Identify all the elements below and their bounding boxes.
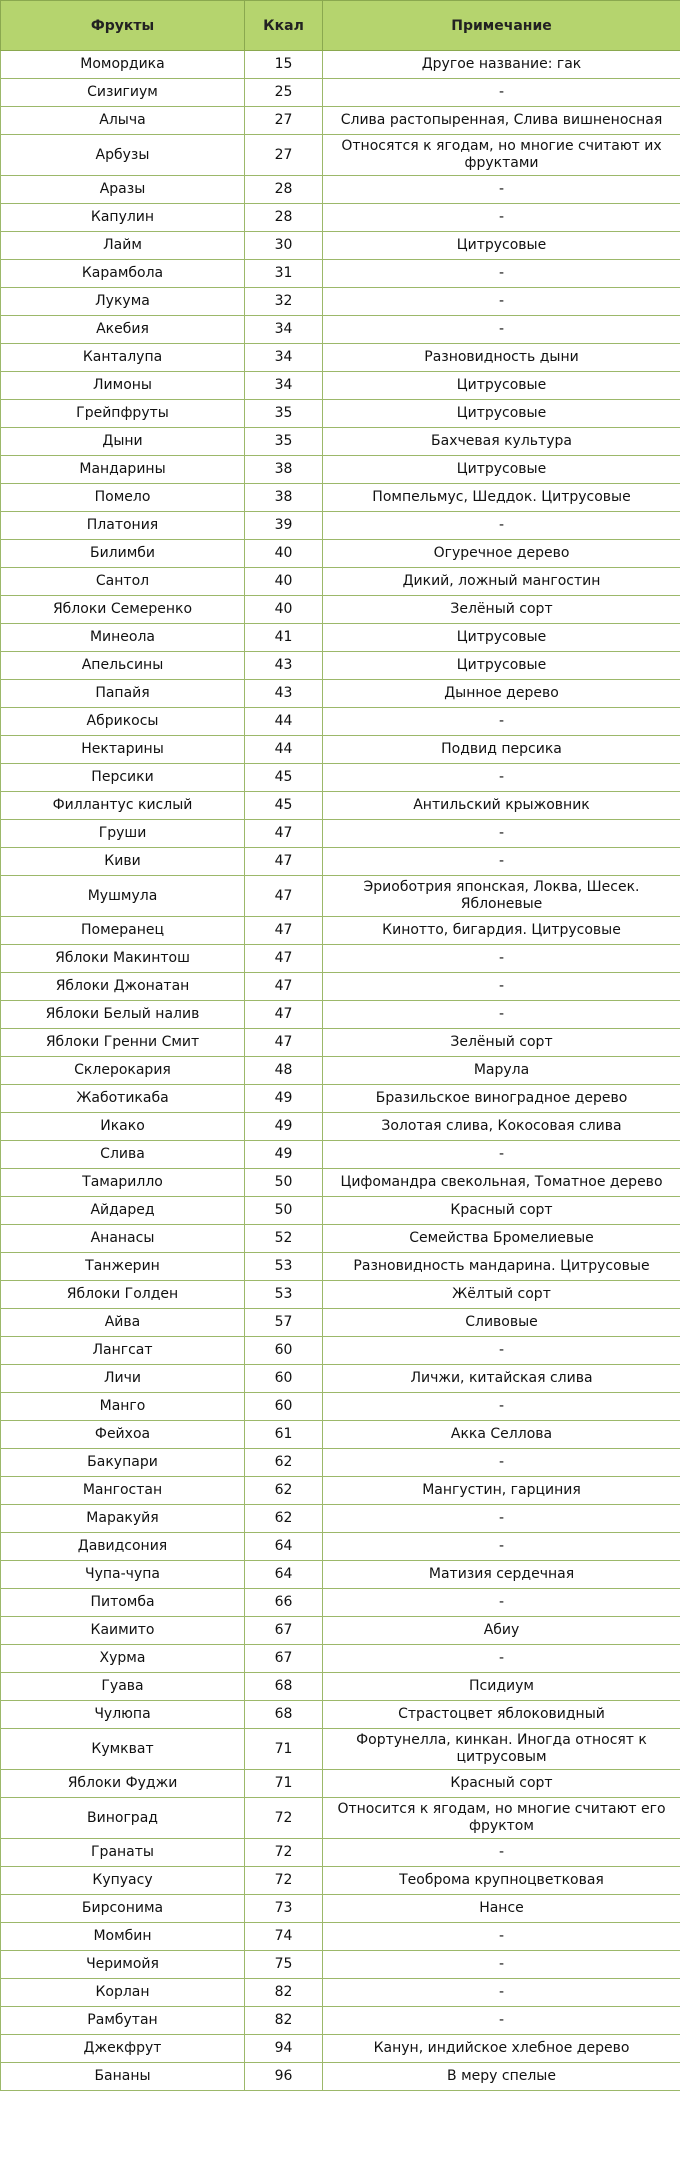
table-row: [1, 1701, 680, 1729]
cell-kcal: 43: [245, 680, 323, 708]
cell-note: -: [323, 288, 680, 316]
cell-kcal: 38: [245, 484, 323, 512]
cell-fruit: Манго: [1, 1393, 245, 1421]
cell-note: Страстоцвет яблоковидный: [323, 1701, 680, 1729]
table-row: [1, 1923, 680, 1951]
cell-note: Псидиум: [323, 1673, 680, 1701]
cell-kcal: 57: [245, 1309, 323, 1337]
cell-fruit: Помело: [1, 484, 245, 512]
table-row: [1, 1533, 680, 1561]
cell-note: -: [323, 820, 680, 848]
table-row: [1, 820, 680, 848]
cell-note: Дынное дерево: [323, 680, 680, 708]
cell-kcal: 64: [245, 1533, 323, 1561]
table-row: [1, 652, 680, 680]
cell-note: Абиу: [323, 1617, 680, 1645]
cell-fruit: Бананы: [1, 2063, 245, 2091]
cell-note: -: [323, 1951, 680, 1979]
table-row: [1, 428, 680, 456]
table-row: [1, 1253, 680, 1281]
table-row: [1, 1141, 680, 1169]
table-row: [1, 680, 680, 708]
cell-fruit: Яблоки Макинтош: [1, 945, 245, 973]
cell-note: -: [323, 945, 680, 973]
cell-kcal: 41: [245, 624, 323, 652]
cell-fruit: Чупа-чупа: [1, 1561, 245, 1589]
table-row: [1, 1561, 680, 1589]
cell-note: Жёлтый сорт: [323, 1281, 680, 1309]
table-row: [1, 1617, 680, 1645]
table-row: [1, 1449, 680, 1477]
cell-note: -: [323, 1449, 680, 1477]
cell-fruit: Филлантус кислый: [1, 792, 245, 820]
cell-note: -: [323, 176, 680, 204]
cell-kcal: 25: [245, 79, 323, 107]
cell-note: Семейства Бромелиевые: [323, 1225, 680, 1253]
cell-kcal: 72: [245, 1798, 323, 1839]
cell-kcal: 32: [245, 288, 323, 316]
cell-note: -: [323, 1533, 680, 1561]
cell-note: Другое название: гак: [323, 51, 680, 79]
cell-note: Личжи, китайская слива: [323, 1365, 680, 1393]
cell-note: Подвид персика: [323, 736, 680, 764]
cell-fruit: Мушмула: [1, 876, 245, 917]
cell-kcal: 60: [245, 1393, 323, 1421]
cell-kcal: 35: [245, 428, 323, 456]
cell-fruit: Померанец: [1, 917, 245, 945]
cell-kcal: 94: [245, 2035, 323, 2063]
table-row: [1, 1895, 680, 1923]
cell-note: Дикий, ложный мангостин: [323, 568, 680, 596]
cell-kcal: 62: [245, 1477, 323, 1505]
table-row: [1, 1085, 680, 1113]
cell-fruit: Айва: [1, 1309, 245, 1337]
cell-fruit: Нектарины: [1, 736, 245, 764]
cell-kcal: 82: [245, 2007, 323, 2035]
cell-fruit: Платония: [1, 512, 245, 540]
cell-fruit: Купуасу: [1, 1867, 245, 1895]
cell-fruit: Минеола: [1, 624, 245, 652]
table-row: [1, 917, 680, 945]
table-row: [1, 1673, 680, 1701]
cell-kcal: 53: [245, 1253, 323, 1281]
table-row: [1, 1197, 680, 1225]
cell-kcal: 34: [245, 344, 323, 372]
cell-fruit: Алыча: [1, 107, 245, 135]
table-row: [1, 400, 680, 428]
table-row: [1, 624, 680, 652]
cell-fruit: Лангсат: [1, 1337, 245, 1365]
cell-kcal: 34: [245, 372, 323, 400]
cell-kcal: 61: [245, 1421, 323, 1449]
table-row: [1, 596, 680, 624]
cell-fruit: Мангостан: [1, 1477, 245, 1505]
table-row: [1, 1393, 680, 1421]
cell-kcal: 64: [245, 1561, 323, 1589]
cell-fruit: Рамбутан: [1, 2007, 245, 2035]
cell-fruit: Яблоки Фуджи: [1, 1770, 245, 1798]
cell-fruit: Личи: [1, 1365, 245, 1393]
cell-kcal: 48: [245, 1057, 323, 1085]
cell-note: Сливовые: [323, 1309, 680, 1337]
table-row: [1, 736, 680, 764]
cell-kcal: 60: [245, 1365, 323, 1393]
cell-note: Красный сорт: [323, 1770, 680, 1798]
cell-fruit: Гуава: [1, 1673, 245, 1701]
cell-fruit: Абрикосы: [1, 708, 245, 736]
table-row: [1, 1029, 680, 1057]
cell-fruit: Мандарины: [1, 456, 245, 484]
cell-fruit: Момбин: [1, 1923, 245, 1951]
cell-note: -: [323, 973, 680, 1001]
table-row: [1, 1867, 680, 1895]
table-row: [1, 260, 680, 288]
cell-kcal: 40: [245, 568, 323, 596]
cell-note: -: [323, 1589, 680, 1617]
cell-note: Цитрусовые: [323, 232, 680, 260]
table-row: [1, 1770, 680, 1798]
table-row: [1, 1505, 680, 1533]
cell-note: -: [323, 1979, 680, 2007]
table-row: [1, 79, 680, 107]
table-row: [1, 876, 680, 917]
table-row: [1, 512, 680, 540]
table-row: [1, 1365, 680, 1393]
cell-kcal: 75: [245, 1951, 323, 1979]
cell-kcal: 47: [245, 1029, 323, 1057]
table-row: [1, 372, 680, 400]
cell-note: -: [323, 848, 680, 876]
cell-kcal: 71: [245, 1770, 323, 1798]
cell-fruit: Лукума: [1, 288, 245, 316]
cell-kcal: 49: [245, 1141, 323, 1169]
cell-fruit: Гранаты: [1, 1839, 245, 1867]
cell-note: Разновидность мандарина. Цитрусовые: [323, 1253, 680, 1281]
cell-fruit: Хурма: [1, 1645, 245, 1673]
table-row: [1, 1421, 680, 1449]
table-row: [1, 1225, 680, 1253]
table-row: [1, 176, 680, 204]
table-row: [1, 1839, 680, 1867]
cell-note: Теоброма крупноцветковая: [323, 1867, 680, 1895]
cell-note: Помпельмус, Шеддок. Цитрусовые: [323, 484, 680, 512]
cell-kcal: 43: [245, 652, 323, 680]
cell-kcal: 47: [245, 848, 323, 876]
cell-fruit: Момордика: [1, 51, 245, 79]
table-row: [1, 708, 680, 736]
cell-fruit: Икако: [1, 1113, 245, 1141]
table-row: [1, 1113, 680, 1141]
cell-note: Цитрусовые: [323, 652, 680, 680]
cell-kcal: 47: [245, 973, 323, 1001]
cell-note: Фортунелла, кинкан. Иногда относят к цитрусовым: [323, 1729, 680, 1770]
cell-kcal: 49: [245, 1113, 323, 1141]
cell-fruit: Чулюпа: [1, 1701, 245, 1729]
cell-kcal: 62: [245, 1505, 323, 1533]
cell-kcal: 62: [245, 1449, 323, 1477]
cell-fruit: Дыни: [1, 428, 245, 456]
cell-note: Цифомандра свекольная, Томатное дерево: [323, 1169, 680, 1197]
cell-fruit: Питомба: [1, 1589, 245, 1617]
cell-fruit: Каимито: [1, 1617, 245, 1645]
cell-note: Зелёный сорт: [323, 596, 680, 624]
table-row: [1, 204, 680, 232]
cell-note: -: [323, 2007, 680, 2035]
cell-fruit: Яблоки Джонатан: [1, 973, 245, 1001]
table-row: [1, 1951, 680, 1979]
table-row: [1, 1979, 680, 2007]
cell-fruit: Ананасы: [1, 1225, 245, 1253]
cell-kcal: 31: [245, 260, 323, 288]
cell-kcal: 73: [245, 1895, 323, 1923]
cell-fruit: Корлан: [1, 1979, 245, 2007]
cell-fruit: Лимоны: [1, 372, 245, 400]
cell-kcal: 28: [245, 204, 323, 232]
cell-kcal: 30: [245, 232, 323, 260]
cell-fruit: Яблоки Белый налив: [1, 1001, 245, 1029]
cell-note: Антильский крыжовник: [323, 792, 680, 820]
table-row: [1, 107, 680, 135]
cell-note: Слива растопыренная, Слива вишненосная: [323, 107, 680, 135]
table-row: [1, 848, 680, 876]
cell-kcal: 40: [245, 596, 323, 624]
cell-note: Эриоботрия японская, Локва, Шесек. Яблоневые: [323, 876, 680, 917]
cell-note: Цитрусовые: [323, 372, 680, 400]
cell-kcal: 47: [245, 945, 323, 973]
cell-kcal: 47: [245, 876, 323, 917]
cell-fruit: Бакупари: [1, 1449, 245, 1477]
cell-fruit: Айдаред: [1, 1197, 245, 1225]
cell-note: Марула: [323, 1057, 680, 1085]
cell-fruit: Виноград: [1, 1798, 245, 1839]
cell-fruit: Сантол: [1, 568, 245, 596]
cell-kcal: 72: [245, 1839, 323, 1867]
cell-note: Цитрусовые: [323, 400, 680, 428]
cell-kcal: 47: [245, 820, 323, 848]
table-row: [1, 1645, 680, 1673]
cell-fruit: Канталупа: [1, 344, 245, 372]
cell-kcal: 82: [245, 1979, 323, 2007]
table-row: [1, 2035, 680, 2063]
table-row: [1, 316, 680, 344]
cell-kcal: 53: [245, 1281, 323, 1309]
cell-note: -: [323, 1337, 680, 1365]
cell-kcal: 71: [245, 1729, 323, 1770]
cell-kcal: 27: [245, 107, 323, 135]
cell-note: В меру спелые: [323, 2063, 680, 2091]
cell-note: -: [323, 708, 680, 736]
cell-kcal: 27: [245, 135, 323, 176]
cell-fruit: Арбузы: [1, 135, 245, 176]
cell-note: Бахчевая культура: [323, 428, 680, 456]
cell-kcal: 28: [245, 176, 323, 204]
cell-fruit: Лайм: [1, 232, 245, 260]
cell-kcal: 67: [245, 1617, 323, 1645]
cell-kcal: 45: [245, 792, 323, 820]
cell-fruit: Яблоки Гренни Смит: [1, 1029, 245, 1057]
cell-note: Цитрусовые: [323, 624, 680, 652]
cell-fruit: Джекфрут: [1, 2035, 245, 2063]
cell-note: Относятся к ягодам, но многие считают их фруктами: [323, 135, 680, 176]
cell-fruit: Акебия: [1, 316, 245, 344]
cell-note: -: [323, 79, 680, 107]
cell-fruit: Грейпфруты: [1, 400, 245, 428]
cell-fruit: Черимойя: [1, 1951, 245, 1979]
cell-kcal: 44: [245, 708, 323, 736]
cell-fruit: Персики: [1, 764, 245, 792]
cell-note: Матизия сердечная: [323, 1561, 680, 1589]
cell-kcal: 74: [245, 1923, 323, 1951]
table-header-row: [1, 1, 680, 51]
table-row: [1, 792, 680, 820]
cell-note: Огуречное дерево: [323, 540, 680, 568]
table-row: [1, 484, 680, 512]
cell-note: Канун, индийское хлебное дерево: [323, 2035, 680, 2063]
cell-note: -: [323, 512, 680, 540]
cell-kcal: 47: [245, 917, 323, 945]
cell-kcal: 72: [245, 1867, 323, 1895]
cell-note: -: [323, 1393, 680, 1421]
cell-note: Золотая слива, Кокосовая слива: [323, 1113, 680, 1141]
cell-note: Цитрусовые: [323, 456, 680, 484]
cell-kcal: 38: [245, 456, 323, 484]
table-row: [1, 1729, 680, 1770]
cell-kcal: 50: [245, 1197, 323, 1225]
cell-note: -: [323, 1001, 680, 1029]
cell-fruit: Сизигиум: [1, 79, 245, 107]
cell-note: -: [323, 204, 680, 232]
table-row: [1, 568, 680, 596]
header-kcal: Ккал: [245, 1, 323, 51]
cell-fruit: Яблоки Голден: [1, 1281, 245, 1309]
cell-fruit: Фейхоа: [1, 1421, 245, 1449]
cell-fruit: Апельсины: [1, 652, 245, 680]
cell-kcal: 50: [245, 1169, 323, 1197]
cell-note: Мангустин, гарциния: [323, 1477, 680, 1505]
cell-fruit: Склерокария: [1, 1057, 245, 1085]
cell-kcal: 52: [245, 1225, 323, 1253]
cell-note: Кинотто, бигардия. Цитрусовые: [323, 917, 680, 945]
table-row: [1, 1169, 680, 1197]
cell-fruit: Танжерин: [1, 1253, 245, 1281]
cell-kcal: 49: [245, 1085, 323, 1113]
cell-fruit: Маракуйя: [1, 1505, 245, 1533]
table-row: [1, 1309, 680, 1337]
table-row: [1, 973, 680, 1001]
table-row: [1, 1001, 680, 1029]
cell-note: -: [323, 1645, 680, 1673]
cell-kcal: 96: [245, 2063, 323, 2091]
cell-kcal: 39: [245, 512, 323, 540]
cell-kcal: 34: [245, 316, 323, 344]
header-fruits: Фрукты: [1, 1, 245, 51]
cell-kcal: 44: [245, 736, 323, 764]
cell-kcal: 47: [245, 1001, 323, 1029]
cell-kcal: 60: [245, 1337, 323, 1365]
cell-fruit: Карамбола: [1, 260, 245, 288]
cell-note: Бразильское виноградное дерево: [323, 1085, 680, 1113]
cell-fruit: Давидсония: [1, 1533, 245, 1561]
table-row: [1, 288, 680, 316]
cell-fruit: Аразы: [1, 176, 245, 204]
table-row: [1, 1589, 680, 1617]
table-row: [1, 232, 680, 260]
cell-kcal: 68: [245, 1673, 323, 1701]
table-row: [1, 540, 680, 568]
cell-note: -: [323, 260, 680, 288]
cell-fruit: Бирсонима: [1, 1895, 245, 1923]
cell-note: Акка Селлова: [323, 1421, 680, 1449]
cell-fruit: Тамарилло: [1, 1169, 245, 1197]
cell-note: -: [323, 316, 680, 344]
table-row: [1, 2063, 680, 2091]
cell-fruit: Билимби: [1, 540, 245, 568]
cell-note: -: [323, 1505, 680, 1533]
table-row: [1, 1798, 680, 1839]
table-body: [1, 51, 680, 2091]
cell-kcal: 67: [245, 1645, 323, 1673]
cell-note: -: [323, 1923, 680, 1951]
cell-note: Разновидность дыни: [323, 344, 680, 372]
cell-kcal: 68: [245, 1701, 323, 1729]
table-row: [1, 1477, 680, 1505]
cell-kcal: 66: [245, 1589, 323, 1617]
cell-kcal: 40: [245, 540, 323, 568]
cell-kcal: 35: [245, 400, 323, 428]
cell-kcal: 15: [245, 51, 323, 79]
cell-fruit: Капулин: [1, 204, 245, 232]
table-row: [1, 2007, 680, 2035]
table-row: [1, 51, 680, 79]
table-row: [1, 456, 680, 484]
cell-note: Красный сорт: [323, 1197, 680, 1225]
table-row: [1, 344, 680, 372]
cell-note: Зелёный сорт: [323, 1029, 680, 1057]
cell-fruit: Яблоки Семеренко: [1, 596, 245, 624]
cell-note: Относится к ягодам, но многие считают его фруктом: [323, 1798, 680, 1839]
cell-note: -: [323, 1141, 680, 1169]
table-row: [1, 764, 680, 792]
cell-fruit: Киви: [1, 848, 245, 876]
cell-fruit: Папайя: [1, 680, 245, 708]
cell-note: -: [323, 1839, 680, 1867]
table-row: [1, 135, 680, 176]
cell-fruit: Слива: [1, 1141, 245, 1169]
table-row: [1, 1057, 680, 1085]
header-note: Примечание: [323, 1, 680, 51]
table-row: [1, 945, 680, 973]
table-row: [1, 1337, 680, 1365]
cell-fruit: Кумкват: [1, 1729, 245, 1770]
cell-kcal: 45: [245, 764, 323, 792]
cell-fruit: Груши: [1, 820, 245, 848]
table-row: [1, 1281, 680, 1309]
cell-note: -: [323, 764, 680, 792]
cell-fruit: Жаботикаба: [1, 1085, 245, 1113]
cell-note: Нансе: [323, 1895, 680, 1923]
